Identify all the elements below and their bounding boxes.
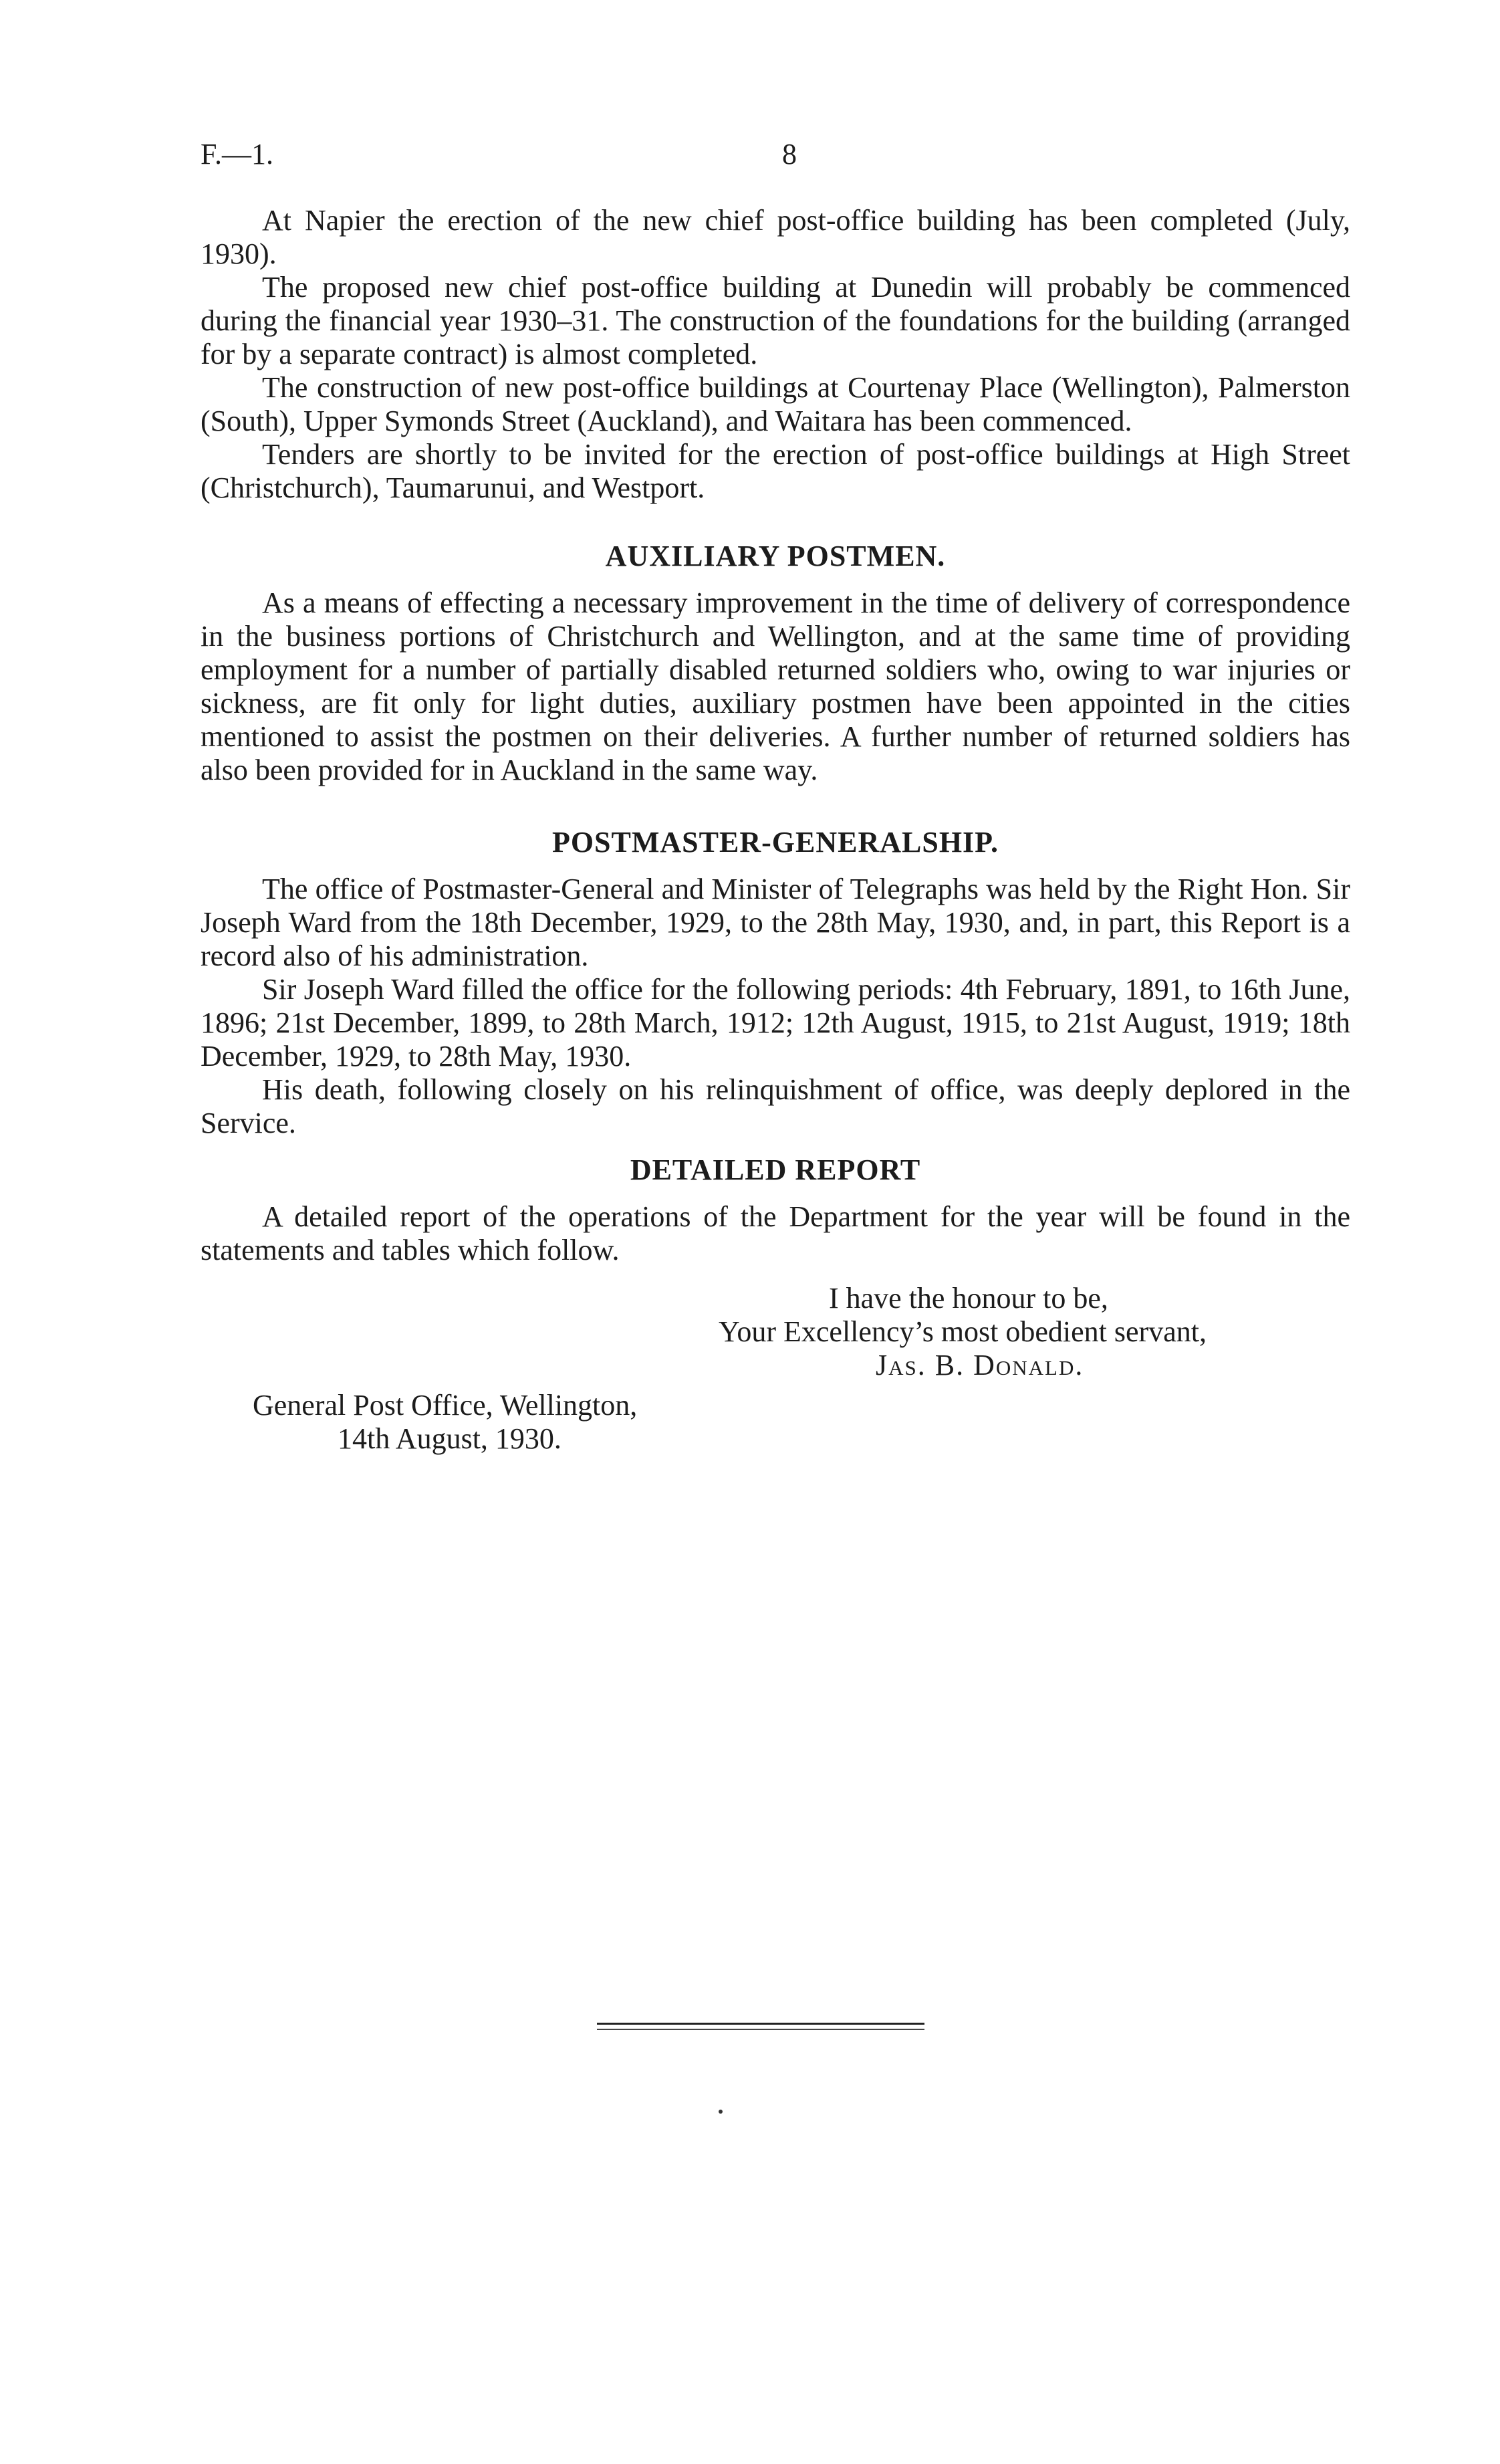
page-header [201,137,1350,177]
closing-line-honour: I have the honour to be, [829,1282,1108,1315]
paragraph-dunedin: The proposed new chief post-office building at Dunedin will probably be commenced during the financial year 1930–31. The construction of the foundations for the building (arranged for by a separate contract) is almost completed. [201,271,1350,370]
paragraph-tenders: Tenders are shortly to be invited for the erection of post-office buildings at High Street (Christchurch), Taumarunui, and Westport. [201,438,1350,504]
closing-block [201,1282,1350,1382]
print-speck [719,2110,723,2114]
place-and-date [201,1382,1350,1456]
heading-auxiliary-postmen: AUXILIARY POSTMEN. [605,540,946,572]
paragraph-death: His death, following closely on his relinquishment of office, was deeply deplored in the Service. [201,1073,1350,1139]
body-text [201,204,1350,1456]
closing-line-servant: Your Excellency’s most obedient servant, [719,1315,1207,1348]
end-rule [597,2023,924,2025]
date: 14th August, 1930. [338,1422,561,1455]
paragraph-periods-of-office: Sir Joseph Ward filled the office for the following periods: 4th February, 1891, to 16th June, 1896; 21st December, 1899, to 28th March, 1912; 12th August, 1915, to 21st August, 1919; 18th December, 1929, to 28th May, 1930. [201,973,1350,1073]
paragraph-detailed-report: A detailed report of the operations of the Department for the year will be found in the statements and tables which follow. [201,1200,1350,1266]
heading-detailed-report: DETAILED REPORT [630,1153,921,1186]
paragraph-new-buildings: The construction of new post-office buildings at Courtenay Place (Wellington), Palmerston (South), Upper Symonds Street (Auckland), and Waitara has been commenced. [201,371,1350,437]
paragraph-postmaster-general-office: The office of Postmaster-General and Minister of Telegraphs was held by the Right Hon. Sir Joseph Ward from the 18th December, 1929, to the 28th May, 1930, and, in part, this Report is a record also of his administration. [201,873,1350,972]
place: General Post Office, Wellington, [253,1389,638,1422]
document-reference: F.—1. [201,138,273,171]
paragraph-napier: At Napier the erection of the new chief post-office building has been completed (July, 1930). [201,204,1350,270]
heading-postmaster-generalship: POSTMASTER-GENERALSHIP. [551,826,999,859]
end-rule-double [597,2029,924,2030]
page-number: 8 [782,138,797,171]
signature: Jas. B. Donald. [876,1349,1084,1381]
paragraph-auxiliary-postmen: As a means of effecting a necessary improvement in the time of delivery of correspondence in the business portions of Christchurch and Wellington, and at the same time of providing employment for a number of partially disabled returned soldiers who, owing to war injuries or sickness, are fit only for light duties, auxiliary postmen have been appointed in the cities mentioned to assist the postmen on their deliveries. A further number of returned soldiers has also been provided for in Auckland in the same way. [201,586,1350,786]
